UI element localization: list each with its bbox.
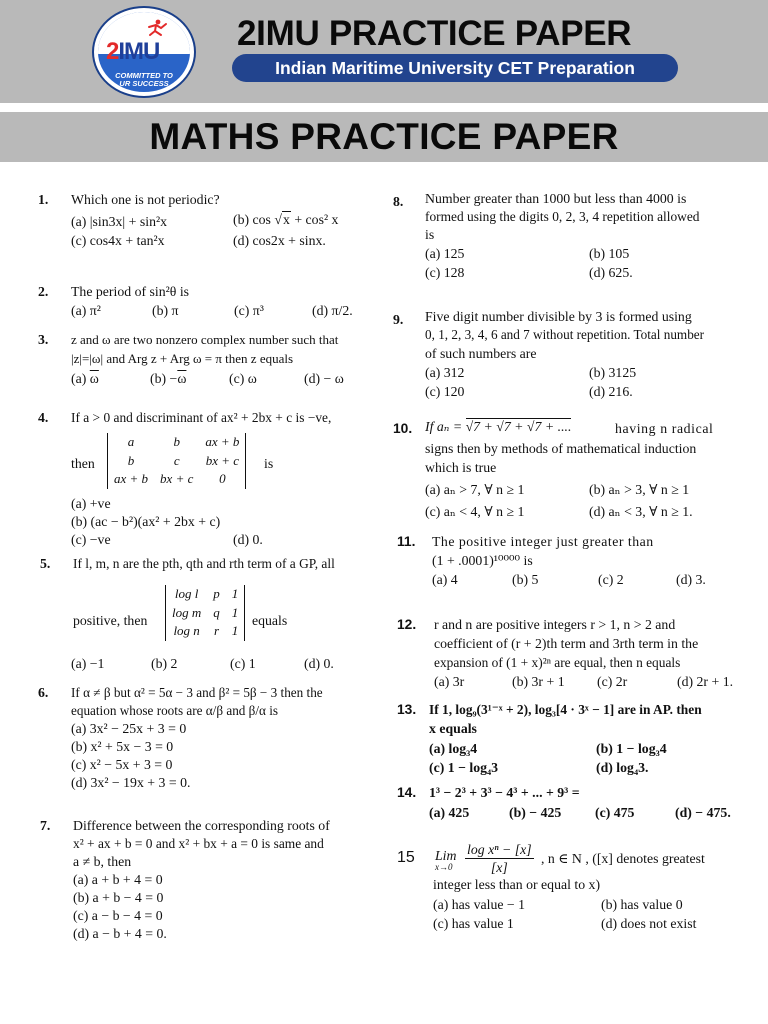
option-c: (c) −ve	[71, 532, 111, 547]
limit-symbol: Lim x→0	[435, 848, 457, 872]
question-12	[397, 616, 747, 694]
question-3	[38, 331, 378, 391]
option-a: (a) $\overline{\omega}$	[71, 371, 99, 386]
option-b: (b) 2	[151, 656, 178, 671]
determinant: log l p 1 log m q 1 log n r 1	[165, 585, 245, 641]
question-4	[38, 409, 378, 549]
question-1	[38, 191, 378, 263]
question-text: The period of sin²θ is	[71, 284, 190, 299]
question-text: Five digit number divisible by 3 is formed using	[425, 309, 692, 324]
option-a: (a) +ve	[71, 496, 111, 511]
question-11	[397, 533, 747, 593]
determinant: a b ax + b b c bx + c ax + b bx + c 0	[107, 433, 246, 489]
option-d: (d) 625.	[589, 265, 633, 280]
option-a: (a) aₙ > 7, ∀ n ≥ 1	[425, 482, 525, 497]
option-d: (d) 0.	[233, 532, 263, 547]
equals-label: equals	[252, 613, 288, 628]
option-c: (c) cos4x + tan²x	[71, 233, 165, 248]
question-text-tail: having n radical	[615, 421, 714, 436]
option-d: (d) 3x² − 19x + 3 = 0.	[71, 775, 191, 790]
question-number: 10.	[393, 421, 413, 436]
option-b: $(b) -\overline{\omega}$	[150, 371, 187, 386]
question-15	[397, 842, 757, 938]
question-number: 6.	[38, 685, 49, 700]
option-c: (c) 1 − log₄3	[429, 760, 499, 775]
question-text-line2: x² + ax + b = 0 and x² + bx + a = 0 is same and	[73, 836, 324, 851]
option-b: (b) 1 − log₃4	[596, 741, 667, 756]
question-text: , n ∈ N , ([x] denotes greatest	[541, 851, 705, 866]
option-a: (a) 3x² − 25x + 3 = 0	[71, 721, 187, 736]
option-d: (d) 2r + 1.	[677, 674, 734, 689]
option-c: (c) aₙ < 4, ∀ n ≥ 1	[425, 504, 525, 519]
then-label: then	[71, 456, 95, 471]
question-text: Difference between the corresponding roots of	[73, 818, 330, 833]
subtitle-pill: Indian Maritime University CET Preparation	[232, 54, 678, 82]
question-text: Which one is not periodic?	[71, 192, 220, 207]
option-d: (d) 3.	[676, 572, 706, 587]
option-a: (a) π²	[71, 303, 101, 318]
question-text: r and n are positive integers r > 1, n > 2 and	[434, 617, 676, 632]
option-c: (c) 1	[230, 656, 256, 671]
option-d: (d) log₄3.	[596, 760, 649, 775]
option-b: (b) 105	[589, 246, 630, 261]
option-b: (b) aₙ > 3, ∀ n ≥ 1	[589, 482, 690, 497]
option-b: (b) 3125	[589, 365, 637, 380]
is-label: is	[264, 456, 274, 471]
question-number: 11.	[397, 534, 416, 549]
question-text-line2: integer less than or equal to x)	[433, 877, 601, 892]
limit-fraction: log xⁿ − [x] [x]	[467, 842, 532, 875]
option-d: (d) − ω	[304, 371, 344, 386]
option-b: (b) cos √x + cos² x	[233, 212, 339, 227]
option-c: (c) 475	[595, 805, 635, 820]
option-a: (a) 3r	[434, 674, 465, 689]
option-b: (b) π	[152, 303, 179, 318]
question-text: If aₙ = √7 + √7 + √7 + ....	[425, 419, 572, 434]
option-d: (d) − 475.	[675, 805, 731, 820]
option-d: (d) does not exist	[601, 916, 697, 931]
question-text-line2: x equals	[429, 721, 477, 736]
option-c: (c) a − b − 4 = 0	[73, 908, 163, 923]
question-number: 1.	[38, 192, 49, 207]
question-text: If a > 0 and discriminant of ax² + 2bx + c is −ve,	[71, 410, 332, 425]
question-text-line2: 0, 1, 2, 3, 4, 6 and 7 without repetition. Total number	[425, 327, 705, 342]
question-10	[393, 415, 743, 525]
question-text-line3: expansion of (1 + x)²ⁿ are equal, then n equals	[434, 655, 681, 670]
question-number: 12.	[397, 617, 417, 632]
logo-tagline: COMMITTED TO UR SUCCESS	[115, 71, 173, 88]
option-a: (a) |sin3x| + sin²x	[71, 214, 167, 229]
option-a: (a) log₃4	[429, 741, 478, 756]
question-number: 15	[397, 849, 415, 866]
question-text-line2: (1 + .0001)¹⁰⁰⁰⁰ is	[432, 553, 533, 568]
option-c: (c) 128	[425, 265, 465, 280]
question-number: 8.	[393, 194, 404, 209]
question-text: z and ω are two nonzero complex number such that	[71, 332, 339, 347]
option-c: (c) x² − 5x + 3 = 0	[71, 757, 173, 772]
option-d: (d) cos2x + sinx.	[233, 233, 326, 248]
question-number: 4.	[38, 410, 49, 425]
question-number: 7.	[40, 818, 51, 833]
question-text-line3: which is true	[425, 460, 497, 475]
section-title: MATHS PRACTICE PAPER	[0, 112, 768, 162]
option-b: (b) x² + 5x − 3 = 0	[71, 739, 174, 754]
question-2	[38, 283, 378, 323]
option-a: (a) 312	[425, 365, 465, 380]
question-text-line3: a ≠ b, then	[73, 854, 132, 869]
question-text-line3: of such numbers are	[425, 346, 537, 361]
question-9	[393, 308, 743, 404]
option-a: (a) −1	[71, 656, 105, 671]
question-text: If α ≠ β but α² = 5α − 3 and β² = 5β − 3 then the	[71, 685, 323, 700]
logo-wordmark: 2IMU	[106, 38, 160, 65]
option-b: (b) has value 0	[601, 897, 683, 912]
option-b: (b) a + b − 4 = 0	[73, 890, 164, 905]
option-a: (a) 425	[429, 805, 470, 820]
question-8	[393, 190, 743, 286]
question-text: If l, m, n are the pth, qth and rth term of a GP, all	[73, 556, 335, 571]
header-banner	[0, 0, 768, 103]
brand-logo	[94, 8, 194, 96]
option-d: (d) aₙ < 3, ∀ n ≥ 1.	[589, 504, 693, 519]
question-text-line2: |z|=|ω| and Arg z + Arg ω = π then z equals	[71, 351, 294, 366]
question-5	[40, 555, 380, 675]
question-number: 2.	[38, 284, 49, 299]
question-text: 1³ − 2³ + 3³ − 4³ + ... + 9³ =	[429, 785, 580, 800]
question-text-line2: coefficient of (r + 2)th term and 3rth term in the	[434, 636, 699, 651]
logo-circle	[94, 8, 194, 96]
question-number: 5.	[40, 556, 51, 571]
question-text-line2: formed using the digits 0, 2, 3, 4 repetition allowed	[425, 209, 700, 224]
runner-icon	[146, 19, 168, 37]
question-text: Number greater than 1000 but less than 4000 is	[425, 191, 687, 206]
option-c: (c) 120	[425, 384, 465, 399]
question-13	[397, 701, 747, 777]
option-b: (b) (ac − b²)(ax² + 2bx + c)	[71, 514, 221, 529]
question-number: 13.	[397, 702, 417, 717]
radical-expression: √7 + √7 + √7 + ....	[465, 419, 572, 434]
option-b: (b) − 425	[509, 805, 562, 820]
question-text: The positive integer just greater than	[432, 534, 654, 549]
option-d: (d) 216.	[589, 384, 633, 399]
option-a: (a) 4	[432, 572, 458, 587]
option-c: (c) 2	[598, 572, 624, 587]
question-number: 3.	[38, 332, 49, 347]
question-6	[38, 684, 378, 796]
option-a: (a) has value − 1	[433, 897, 526, 912]
question-text-line2: equation whose roots are α/β and β/α is	[71, 703, 279, 718]
positive-label: positive, then	[73, 613, 148, 628]
option-c: (c) π³	[234, 303, 264, 318]
question-7	[40, 817, 380, 947]
option-c: (c) 2r	[597, 674, 628, 689]
option-d: (d) 0.	[304, 656, 334, 671]
option-c: (c) ω	[229, 371, 257, 386]
question-14	[397, 784, 747, 824]
option-b: (b) 5	[512, 572, 539, 587]
option-d: (d) a − b + 4 = 0.	[73, 926, 167, 941]
option-c: (c) has value 1	[433, 916, 514, 931]
option-a: (a) a + b + 4 = 0	[73, 872, 163, 887]
question-number: 9.	[393, 312, 404, 327]
option-d: (d) π/2.	[312, 303, 353, 318]
option-b: (b) 3r + 1	[512, 674, 565, 689]
question-number: 14.	[397, 785, 417, 800]
question-text-line3: is	[425, 227, 435, 242]
option-a: (a) 125	[425, 246, 465, 261]
page-title: 2IMU PRACTICE PAPER	[237, 14, 632, 53]
question-text-line2: signs then by methods of mathematical induction	[425, 441, 697, 456]
question-text: If 1, log₉(3¹⁻ˣ + 2), log₃[4 · 3ˣ − 1] are in AP. then	[429, 702, 702, 717]
